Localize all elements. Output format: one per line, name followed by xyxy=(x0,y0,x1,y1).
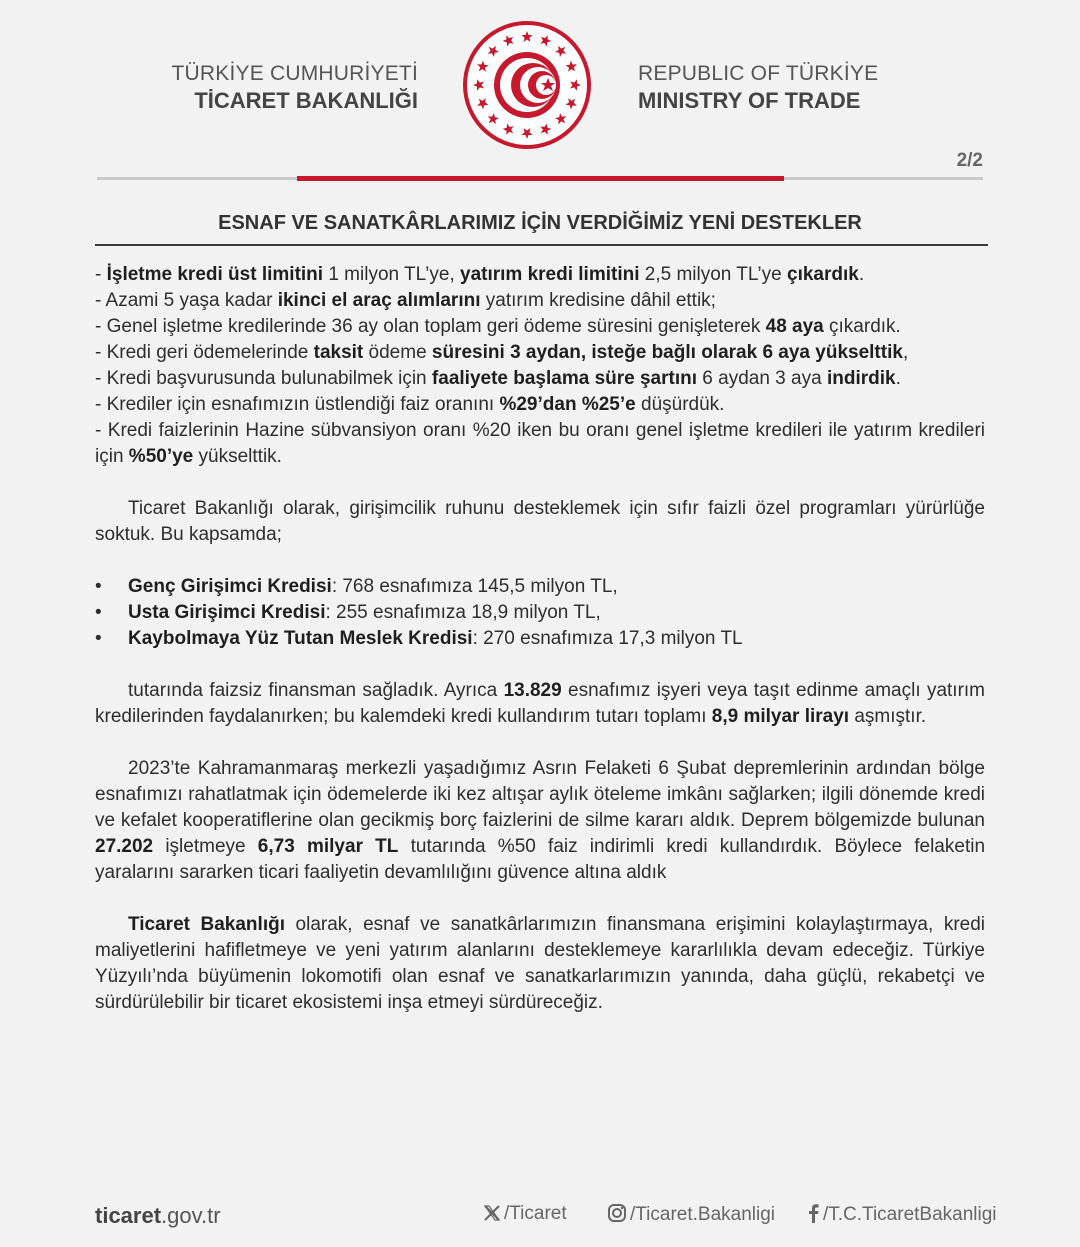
measure-bold-text: taksit xyxy=(313,342,364,363)
dash-marker: - xyxy=(95,368,102,389)
measure-bold-text: yatırım kredi limitini xyxy=(460,264,640,285)
measure-text: çıkardık. xyxy=(823,316,901,337)
document-title: ESNAF VE SANATKÂRLARIMIZ İÇİN VERDİĞİMİZ YENİ DESTEKLER xyxy=(218,212,862,234)
credit-program-name: Usta Girişimci Kredisi xyxy=(128,602,326,623)
bullet-marker: • xyxy=(95,602,102,623)
instagram-link[interactable] xyxy=(607,1203,775,1229)
closing-bold-text: Ticaret Bakanlığı xyxy=(128,914,285,935)
measure-text: Krediler için esnafımızın üstlendiği faiz oranını xyxy=(101,394,500,415)
measure-bold-text: süresini 3 aydan, isteğe bağlı olarak 6 aya yükselttik xyxy=(431,342,903,363)
measure-text: Genel işletme kredilerinde 36 ay olan toplam geri ödeme süresini genişleterek xyxy=(101,316,766,337)
header-en-block xyxy=(638,60,878,114)
finance-text: aşmıştır. xyxy=(849,706,927,727)
bullet-marker: • xyxy=(95,576,102,597)
title-underline xyxy=(95,244,988,246)
measure-item xyxy=(95,392,985,418)
x-handle: /Ticaret xyxy=(504,1203,567,1224)
ministry-seal-icon xyxy=(462,20,592,150)
measure-text: Azami 5 yaşa kadar xyxy=(101,290,278,311)
dash-marker: - xyxy=(95,290,102,311)
document-body xyxy=(95,262,985,1016)
measure-item xyxy=(95,314,985,340)
facebook-link[interactable] xyxy=(806,1203,997,1229)
measure-text: , xyxy=(902,342,909,363)
intro-paragraph: Ticaret Bakanlığı olarak, girişimcilik ruhunu desteklemek için sıfır faizli özel programları yürürlüğe soktuk. Bu kapsamda; xyxy=(95,498,985,545)
instagram-handle: /Ticaret.Bakanligi xyxy=(630,1204,776,1225)
header-tr-line1: TÜRKİYE CUMHURİYETİ xyxy=(171,62,418,85)
x-link[interactable] xyxy=(483,1203,567,1228)
bullet-marker: • xyxy=(95,628,102,649)
credit-programs-list xyxy=(95,574,985,652)
measure-bold-text: İşletme kredi üst limitini xyxy=(106,264,324,285)
finance-text: tutarında faizsiz finansman sağladık. Ayrıca xyxy=(128,680,504,701)
earthquake-text: 2023’te Kahramanmaraş merkezli yaşadığımız Asrın Felaketi 6 Şubat depremlerinin ardından bölge esnafımızı rahatlatmak için ödemelerde iki kez altışar aylık öteleme imkânı sağlarken; ilgili dönemde kredi ve kefalet kooperatiflerine olan gecikmiş borç faizlerini de silme kararı aldık. Deprem bölgemizde bulunan xyxy=(95,758,985,831)
measure-text: Kredi başvurusunda bulunabilmek için xyxy=(101,368,432,389)
measure-bold-text: ikinci el araç alımlarını xyxy=(277,290,481,311)
measure-bold-text: çıkardık xyxy=(787,264,859,285)
measure-text: yatırım kredisine dâhil ettik; xyxy=(480,290,716,311)
credit-program-detail: : 255 esnafımıza 18,9 milyon TL, xyxy=(325,602,601,623)
measure-item xyxy=(95,366,985,392)
facebook-handle: /T.C.TicaretBakanligi xyxy=(823,1204,997,1225)
measure-bold-text: %50’ye xyxy=(128,446,194,467)
finance-bold-text: 13.829 xyxy=(503,680,562,701)
header-tr-line2: TİCARET BAKANLIĞI xyxy=(194,88,418,113)
header-en-line2: MINISTRY OF TRADE xyxy=(638,88,861,113)
dash-marker: - xyxy=(95,420,102,441)
measure-text: 1 milyon TL’ye, xyxy=(323,264,460,285)
credit-program-name: Kaybolmaya Yüz Tutan Meslek Kredisi xyxy=(128,628,473,649)
measure-bold-text: indirdik xyxy=(826,368,896,389)
measure-item xyxy=(95,418,985,470)
website-tld: .gov.tr xyxy=(161,1203,221,1228)
credit-program-name: Genç Girişimci Kredisi xyxy=(128,576,332,597)
measure-item xyxy=(95,288,985,314)
document-footer xyxy=(0,1195,1080,1235)
measure-text: 6 aydan 3 aya xyxy=(697,368,827,389)
earthquake-bold-text: 27.202 xyxy=(95,836,154,857)
measure-text: Kredi geri ödemelerinde xyxy=(101,342,314,363)
finance-paragraph xyxy=(95,678,985,730)
earthquake-text: işletmeye xyxy=(153,836,258,857)
credit-program-detail: : 270 esnafımıza 17,3 milyon TL xyxy=(472,628,743,649)
credit-program-item xyxy=(95,600,985,626)
finance-text: esnafımız işyeri veya taşıt edinme amaçlı yatırım kredilerinden faydalanırken; bu kalemdeki kredi kullandırım tutarı toplamı xyxy=(95,680,986,727)
header-divider-accent xyxy=(297,176,784,181)
dash-marker: - xyxy=(95,264,102,285)
measure-text: . xyxy=(858,264,865,285)
measure-text: Kredi faizlerinin Hazine sübvansiyon oranı %20 iken bu oranı genel işletme kredileri ile yatırım kredileri için xyxy=(95,420,985,467)
measure-text: ödeme xyxy=(363,342,432,363)
finance-bold-text: 8,9 milyar lirayı xyxy=(711,706,850,727)
document-header xyxy=(0,0,1080,180)
measure-bold-text: %29’dan %25’e xyxy=(499,394,636,415)
instagram-icon xyxy=(607,1203,627,1229)
header-en-line1: REPUBLIC OF TÜRKİYE xyxy=(638,62,879,85)
earthquake-paragraph xyxy=(95,756,985,886)
measure-item xyxy=(95,262,985,288)
facebook-icon xyxy=(806,1203,820,1229)
closing-paragraph xyxy=(95,912,985,1016)
dash-marker: - xyxy=(95,342,102,363)
measure-text: yükselttik. xyxy=(193,446,282,467)
measure-text: . xyxy=(895,368,901,389)
page-number: 2/2 xyxy=(956,150,983,171)
header-tr-block xyxy=(172,60,418,114)
measures-list xyxy=(95,262,985,470)
credit-program-item xyxy=(95,574,985,600)
dash-marker: - xyxy=(95,394,102,415)
website-link[interactable] xyxy=(95,1203,221,1229)
credit-program-detail: : 768 esnafımıza 145,5 milyon TL, xyxy=(331,576,618,597)
earthquake-text: tutarında %50 faiz indirimli kredi kullandırdık. Böylece felaketin yaralarını sararken ticari faaliyetin devamlılığını güvence altına aldık xyxy=(95,836,986,883)
measure-bold-text: 48 aya xyxy=(765,316,824,337)
earthquake-bold-text: 6,73 milyar TL xyxy=(257,836,399,857)
measure-text: 2,5 milyon TL’ye xyxy=(639,264,788,285)
credit-program-item xyxy=(95,626,985,652)
measure-bold-text: faaliyete başlama süre şartını xyxy=(431,368,698,389)
x-logo-icon xyxy=(483,1204,501,1228)
dash-marker: - xyxy=(95,316,102,337)
closing-text: olarak, esnaf ve sanatkârlarımızın finansmana erişimini kolaylaştırmaya, kredi maliyetlerini hafifletmeye ve yeni yatırım alanlarını desteklemeye kararlılıkla devam edeceğiz. Türkiye Yüzyılı’nda büyümenin lokomotifi olan esnaf ve sanatkarlarımızın yanında, daha güçlü, rekabetçi ve sürdürülebilir bir ticaret ekosistemi inşa etmeyi sürdüreceğiz. xyxy=(95,914,985,1013)
website-domain: ticaret xyxy=(95,1203,162,1228)
measure-text: düşürdük. xyxy=(635,394,725,415)
measure-item xyxy=(95,340,985,366)
